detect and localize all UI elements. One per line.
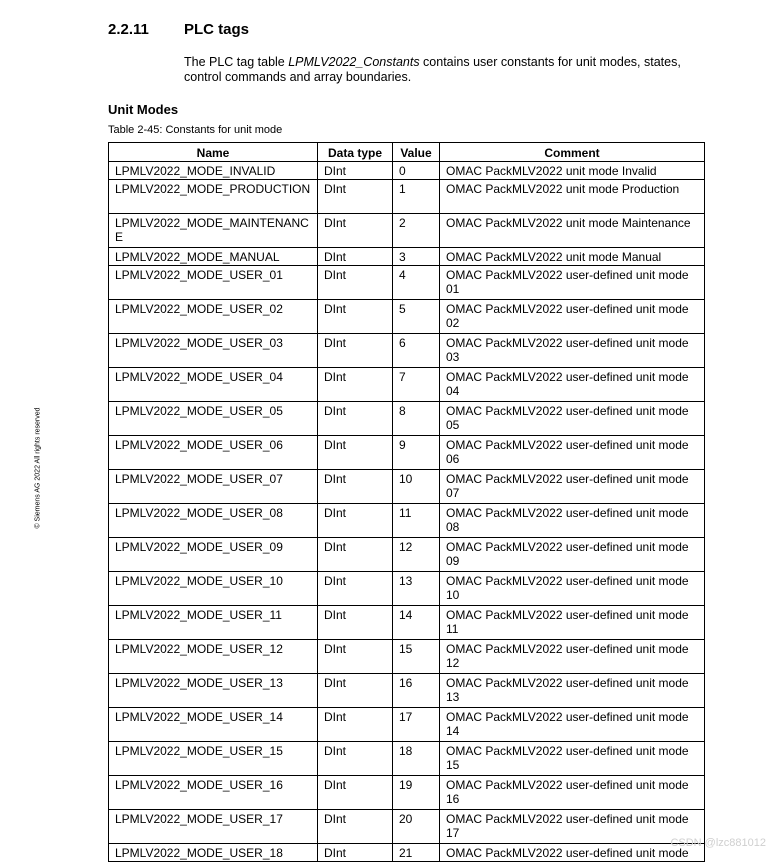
- table-row: [109, 402, 705, 436]
- cell-data-type: DInt: [318, 776, 393, 810]
- cell-comment: OMAC PackMLV2022 user-defined unit mode 01: [440, 266, 705, 300]
- cell-name: LPMLV2022_MODE_USER_03: [109, 334, 318, 368]
- cell-comment: OMAC PackMLV2022 user-defined unit mode 05: [440, 402, 705, 436]
- cell-comment: OMAC PackMLV2022 unit mode Production: [440, 180, 705, 214]
- cell-data-type: DInt: [318, 810, 393, 844]
- intro-paragraph: [184, 55, 684, 85]
- cell-name: LPMLV2022_MODE_USER_14: [109, 708, 318, 742]
- cell-name: LPMLV2022_MODE_USER_09: [109, 538, 318, 572]
- table-row: [109, 674, 705, 708]
- cell-value: 1: [393, 180, 440, 214]
- cell-comment: OMAC PackMLV2022 unit mode Invalid: [440, 162, 705, 180]
- table-row: [109, 266, 705, 300]
- cell-comment: OMAC PackMLV2022 user-defined unit mode 10: [440, 572, 705, 606]
- cell-name: LPMLV2022_MODE_INVALID: [109, 162, 318, 180]
- table-row: [109, 606, 705, 640]
- cell-name: LPMLV2022_MODE_USER_18: [109, 844, 318, 862]
- copyright-notice: © Siemens AG 2022 All rights reserved: [34, 407, 42, 529]
- cell-value: 17: [393, 708, 440, 742]
- cell-name: LPMLV2022_MODE_USER_12: [109, 640, 318, 674]
- cell-value: 14: [393, 606, 440, 640]
- cell-data-type: DInt: [318, 248, 393, 266]
- table-row: [109, 334, 705, 368]
- cell-data-type: DInt: [318, 606, 393, 640]
- cell-data-type: DInt: [318, 504, 393, 538]
- cell-data-type: DInt: [318, 300, 393, 334]
- table-row: [109, 214, 705, 248]
- cell-data-type: DInt: [318, 180, 393, 214]
- cell-value: 0: [393, 162, 440, 180]
- unit-mode-constants-table: [108, 142, 705, 862]
- cell-data-type: DInt: [318, 844, 393, 862]
- cell-value: 20: [393, 810, 440, 844]
- table-row: [109, 742, 705, 776]
- cell-comment: OMAC PackMLV2022 user-defined unit mode 04: [440, 368, 705, 402]
- cell-comment: OMAC PackMLV2022 user-defined unit mode 12: [440, 640, 705, 674]
- cell-data-type: DInt: [318, 402, 393, 436]
- cell-data-type: DInt: [318, 572, 393, 606]
- cell-value: 18: [393, 742, 440, 776]
- table-row: [109, 300, 705, 334]
- cell-comment: OMAC PackMLV2022 user-defined unit mode 09: [440, 538, 705, 572]
- cell-value: 12: [393, 538, 440, 572]
- cell-data-type: DInt: [318, 368, 393, 402]
- table-row: [109, 640, 705, 674]
- table-row: [109, 248, 705, 266]
- table-row: [109, 470, 705, 504]
- cell-data-type: DInt: [318, 674, 393, 708]
- cell-comment: OMAC PackMLV2022 user-defined unit mode 03: [440, 334, 705, 368]
- cell-comment: OMAC PackMLV2022 user-defined unit mode 06: [440, 436, 705, 470]
- cell-name: LPMLV2022_MODE_USER_07: [109, 470, 318, 504]
- header-data-type: Data type: [318, 143, 393, 162]
- intro-table-name: LPMLV2022_Constants: [288, 55, 420, 69]
- intro-text-before: The PLC tag table: [184, 55, 289, 69]
- cell-data-type: DInt: [318, 538, 393, 572]
- cell-value: 16: [393, 674, 440, 708]
- section-number: 2.2.11: [108, 21, 149, 38]
- cell-name: LPMLV2022_MODE_USER_06: [109, 436, 318, 470]
- cell-data-type: DInt: [318, 470, 393, 504]
- table-body: [109, 162, 705, 862]
- cell-comment: OMAC PackMLV2022 user-defined unit mode 08: [440, 504, 705, 538]
- table-row: [109, 368, 705, 402]
- cell-name: LPMLV2022_MODE_USER_02: [109, 300, 318, 334]
- header-comment: Comment: [440, 143, 705, 162]
- cell-value: 21: [393, 844, 440, 862]
- cell-value: 7: [393, 368, 440, 402]
- cell-comment: OMAC PackMLV2022 user-defined unit mode 17: [440, 810, 705, 844]
- watermark: CSDN @lzc881012: [670, 837, 766, 849]
- intro-text-after: contains user constants for unit modes, states, control commands and array boundaries.: [184, 55, 681, 84]
- subheading-unit-modes: Unit Modes: [108, 102, 179, 117]
- cell-name: LPMLV2022_MODE_USER_17: [109, 810, 318, 844]
- cell-data-type: DInt: [318, 640, 393, 674]
- cell-value: 9: [393, 436, 440, 470]
- cell-data-type: DInt: [318, 266, 393, 300]
- table-row: [109, 504, 705, 538]
- cell-name: LPMLV2022_MODE_MAINTENANCE: [109, 214, 318, 248]
- cell-comment: OMAC PackMLV2022 user-defined unit mode: [440, 844, 705, 862]
- cell-name: LPMLV2022_MODE_USER_16: [109, 776, 318, 810]
- cell-comment: OMAC PackMLV2022 user-defined unit mode 14: [440, 708, 705, 742]
- cell-data-type: DInt: [318, 162, 393, 180]
- cell-value: 4: [393, 266, 440, 300]
- section-title: PLC tags: [184, 21, 250, 38]
- cell-value: 15: [393, 640, 440, 674]
- table-row: [109, 572, 705, 606]
- cell-name: LPMLV2022_MODE_USER_01: [109, 266, 318, 300]
- cell-value: 8: [393, 402, 440, 436]
- cell-value: 6: [393, 334, 440, 368]
- cell-comment: OMAC PackMLV2022 unit mode Manual: [440, 248, 705, 266]
- cell-data-type: DInt: [318, 742, 393, 776]
- cell-comment: OMAC PackMLV2022 user-defined unit mode 13: [440, 674, 705, 708]
- table-row: [109, 776, 705, 810]
- table-row: [109, 538, 705, 572]
- table-header-row: [109, 143, 705, 162]
- cell-data-type: DInt: [318, 708, 393, 742]
- cell-name: LPMLV2022_MODE_USER_15: [109, 742, 318, 776]
- cell-name: LPMLV2022_MODE_PRODUCTION: [109, 180, 318, 214]
- cell-value: 3: [393, 248, 440, 266]
- cell-comment: OMAC PackMLV2022 user-defined unit mode 15: [440, 742, 705, 776]
- cell-name: LPMLV2022_MODE_USER_04: [109, 368, 318, 402]
- table-row: [109, 810, 705, 844]
- cell-value: 10: [393, 470, 440, 504]
- cell-value: 11: [393, 504, 440, 538]
- header-name: Name: [109, 143, 318, 162]
- table-row: [109, 436, 705, 470]
- cell-data-type: DInt: [318, 334, 393, 368]
- cell-comment: OMAC PackMLV2022 user-defined unit mode 16: [440, 776, 705, 810]
- cell-data-type: DInt: [318, 436, 393, 470]
- table-row: [109, 708, 705, 742]
- cell-name: LPMLV2022_MODE_MANUAL: [109, 248, 318, 266]
- cell-comment: OMAC PackMLV2022 user-defined unit mode 07: [440, 470, 705, 504]
- cell-value: 2: [393, 214, 440, 248]
- cell-comment: OMAC PackMLV2022 user-defined unit mode 11: [440, 606, 705, 640]
- cell-name: LPMLV2022_MODE_USER_10: [109, 572, 318, 606]
- cell-comment: OMAC PackMLV2022 user-defined unit mode 02: [440, 300, 705, 334]
- table-row: [109, 180, 705, 214]
- cell-name: LPMLV2022_MODE_USER_08: [109, 504, 318, 538]
- cell-data-type: DInt: [318, 214, 393, 248]
- cell-value: 5: [393, 300, 440, 334]
- table-caption: Table 2-45: Constants for unit mode: [108, 124, 283, 136]
- cell-value: 19: [393, 776, 440, 810]
- cell-comment: OMAC PackMLV2022 unit mode Maintenance: [440, 214, 705, 248]
- cell-value: 13: [393, 572, 440, 606]
- header-value: Value: [393, 143, 440, 162]
- cell-name: LPMLV2022_MODE_USER_05: [109, 402, 318, 436]
- table-row: [109, 162, 705, 180]
- cell-name: LPMLV2022_MODE_USER_13: [109, 674, 318, 708]
- cell-name: LPMLV2022_MODE_USER_11: [109, 606, 318, 640]
